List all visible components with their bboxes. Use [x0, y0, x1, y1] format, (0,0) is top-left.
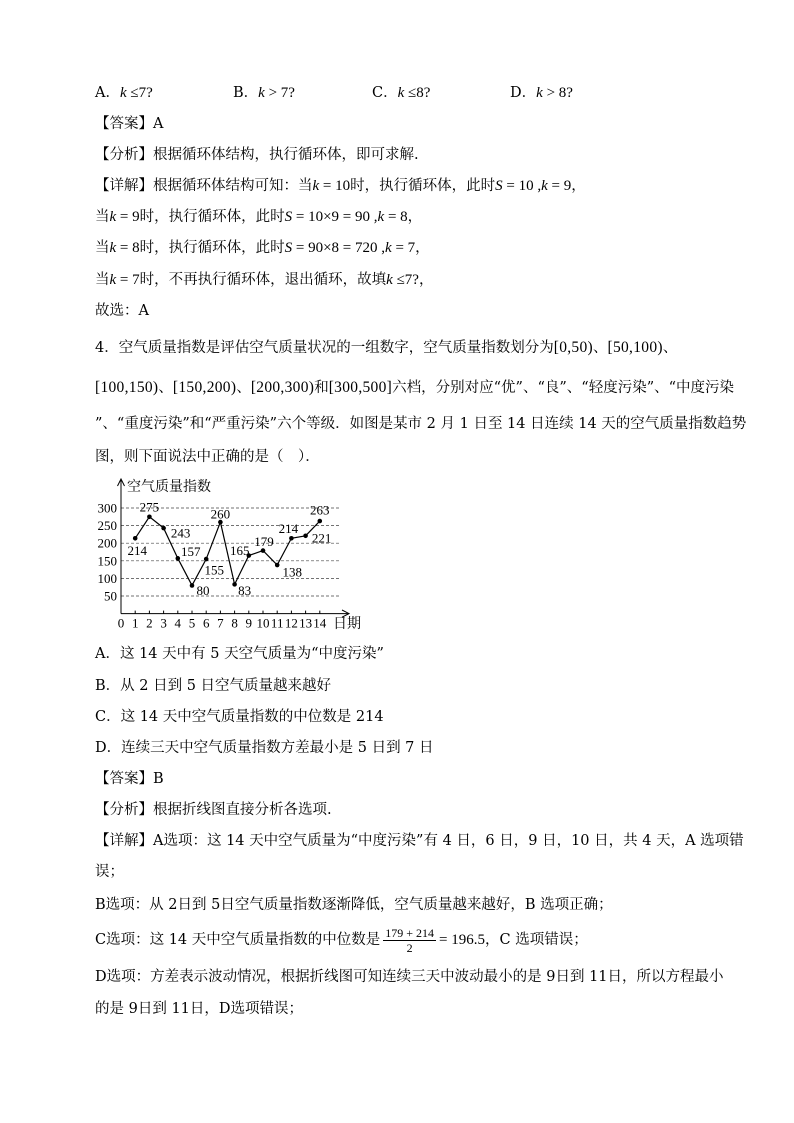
math-var: k: [109, 209, 117, 225]
detail-text: B选项：从 2日到 5日空气质量指数逐渐降低，空气质量越来越好，B 选项正确；: [95, 897, 613, 913]
q4-stem-line-2: [95, 377, 734, 399]
q4-detail-d-line-2: [95, 998, 303, 1020]
data-label-day-10: 179: [254, 534, 274, 550]
data-point-day-1: [133, 536, 138, 541]
q3-detail-line-2: [95, 206, 422, 228]
q3-analysis: [95, 144, 419, 166]
option-text: D．连续三天中空气质量指数方差最小是 5 日到 7 日: [95, 740, 434, 756]
math-var: k: [109, 272, 117, 288]
stem-text: ”、“重度污染”和“严重污染”六个等级．如图是某市 2 月 1 日至 14 日连续 14 天的空气质量指数趋势: [95, 416, 747, 432]
q4-stem-line-1: [95, 337, 677, 359]
data-point-day-14: [318, 519, 323, 524]
detail-text: 当: [95, 272, 110, 288]
data-label-day-11: 138: [282, 564, 302, 580]
data-label-day-7: 260: [210, 506, 231, 522]
x-axis-title: 日期: [333, 616, 361, 632]
data-label-day-12: 214: [278, 520, 299, 536]
interval: [0,50): [553, 339, 593, 356]
q4-answer: [95, 768, 164, 790]
q4-analysis: [95, 799, 332, 821]
q3-answer: [95, 113, 163, 135]
y-tick-label-250: 250: [97, 518, 117, 534]
x-tick-label-14: 14: [313, 615, 327, 631]
data-label-day-1: 214: [127, 542, 147, 558]
x-tick-label-1: 1: [131, 615, 139, 631]
x-tick-label-7: 7: [217, 615, 224, 631]
option-letter: D．: [510, 85, 537, 101]
data-label-day-5: 80: [196, 582, 210, 598]
detail-text: ，: [418, 272, 434, 288]
conclusion-text: 故选：A: [95, 303, 149, 319]
math-var: k: [385, 240, 392, 256]
detail-tag: 【详解】: [95, 833, 153, 849]
math-expr: ≤7?: [126, 85, 153, 101]
data-label-day-14: 263: [310, 502, 330, 518]
data-label-day-9: 165: [230, 543, 250, 559]
stem-text: 、: [592, 340, 608, 356]
q4-stem-line-3: [95, 413, 746, 435]
detail-text: ，: [571, 178, 586, 194]
stem-text: 空气质量指数是评估空气质量状况的一组数字，空气质量指数划分为: [118, 340, 554, 356]
stem-text: 图，则下面说法中正确的是（ ）．: [95, 449, 320, 465]
q3-conclusion: [95, 300, 149, 322]
q4-detail-a-line-1: [95, 830, 744, 852]
detail-text: 当: [95, 240, 110, 256]
q3-detail-line-1: [95, 175, 586, 197]
q4-option-c: [95, 706, 384, 728]
math-expr: = 8: [384, 209, 408, 225]
data-point-day-11: [275, 563, 280, 568]
detail-text: C选项：这 14 天中空气质量指数的中位数是: [95, 932, 381, 948]
q4-detail-d-line-1: [95, 966, 724, 988]
y-tick-label-100: 100: [97, 570, 117, 586]
detail-text: A选项：这 14 天中空气质量为“中度污染”有 4 日，6 日，9 日，10 日，共 4 天，A 选项错: [153, 833, 744, 849]
data-label-day-8: 83: [238, 582, 252, 598]
stem-text: 六档，分别对应“优”、“良”、“轻度污染”、“中度污染: [392, 380, 735, 396]
detail-text: 时，不再执行循环体，退出循环，故填: [139, 272, 387, 288]
data-label-day-4: 157: [181, 543, 201, 559]
analysis-text: 根据循环体结构，执行循环体，即可求解.: [153, 147, 419, 163]
x-tick-label-10: 10: [256, 615, 270, 631]
math-expr: = 10: [319, 178, 351, 194]
math-var: k: [119, 85, 127, 101]
x-tick-label-2: 2: [146, 615, 153, 631]
analysis-text: 根据折线图直接分析各选项.: [153, 802, 332, 818]
math-expr: = 8: [116, 240, 140, 256]
math-var: k: [312, 178, 320, 194]
x-tick-label-4: 4: [174, 615, 182, 631]
x-tick-label-3: 3: [160, 615, 167, 631]
detail-text: 误；: [95, 864, 124, 880]
data-point-day-6: [204, 557, 209, 562]
data-label-day-6: 155: [204, 562, 224, 578]
stem-text: 、: [158, 380, 173, 396]
detail-text: ，: [415, 240, 430, 256]
option-text: B．从 2 日到 5 日空气质量越来越好: [95, 678, 332, 694]
math-expr: = 196.5: [439, 932, 486, 948]
math-var: k: [377, 209, 385, 225]
y-tick-label-300: 300: [97, 500, 117, 516]
math-expr: > 7?: [264, 85, 295, 101]
math-expr: = 9: [116, 209, 140, 225]
detail-text: 时，执行循环体，此时: [139, 209, 285, 225]
fraction-numerator: 179 + 214: [385, 925, 435, 940]
math-expr: = 7: [391, 240, 416, 256]
interval: [150,200): [172, 379, 237, 396]
q4-option-b: [95, 675, 331, 697]
stem-text: 、: [662, 340, 678, 356]
math-var: S: [284, 209, 293, 225]
math-var: k: [386, 272, 393, 288]
math-var: k: [536, 85, 543, 101]
interval: [100,150): [95, 379, 159, 396]
detail-text: ，C 选项错误；: [485, 932, 588, 948]
data-point-day-2: [147, 515, 152, 520]
math-var: k: [258, 85, 265, 101]
detail-text: ，: [407, 209, 423, 225]
data-label-day-13: 221: [311, 530, 332, 546]
detail-text: 时，执行循环体，此时: [139, 240, 285, 256]
data-label-day-3: 243: [170, 525, 191, 541]
fraction-denominator: 2: [406, 940, 413, 955]
detail-text: 当: [95, 209, 110, 225]
option-text: A．这 14 天中有 5 天空气质量为“中度污染”: [95, 646, 384, 662]
detail-text: 的是 9日到 11日，D选项错误；: [95, 1001, 304, 1017]
q4-stem-line-4: [95, 446, 320, 468]
x-tick-label-8: 8: [231, 615, 238, 631]
data-point-day-13: [303, 534, 308, 539]
q4-detail-c: [95, 925, 588, 955]
interval: [50,100): [607, 339, 663, 356]
x-tick-label-11: 11: [270, 615, 284, 631]
option-letter: A．: [95, 85, 120, 101]
analysis-tag: 【分析】: [95, 802, 153, 818]
answer-value: B: [153, 771, 164, 787]
y-tick-label-200: 200: [97, 535, 117, 551]
x-tick-label-0: 0: [117, 615, 125, 631]
median-fraction: [383, 926, 436, 955]
data-point-day-5: [190, 583, 195, 588]
math-var: S: [495, 178, 503, 194]
data-point-day-4: [176, 556, 181, 561]
math-var: k: [397, 85, 405, 101]
math-expr: = 10 ,: [502, 178, 542, 194]
math-var: S: [284, 240, 293, 256]
answer-tag: 【答案】: [95, 116, 153, 132]
math-expr: ≤8?: [404, 85, 431, 101]
q4-detail-a-line-2: [95, 861, 124, 883]
y-axis-title: 空气质量指数: [127, 479, 211, 495]
x-tick-label-5: 5: [188, 615, 196, 631]
detail-text: 根据循环体结构可知：当: [153, 178, 313, 194]
interval: [300,500]: [328, 379, 393, 396]
q4-detail-b: [95, 894, 613, 916]
y-tick-label-150: 150: [97, 553, 117, 569]
detail-text: D选项：方差表示波动情况，根据折线图可知连续三天中波动最小的是 9日到 11日，所以方程最小: [95, 969, 724, 985]
math-var: k: [109, 240, 117, 256]
option-letter: C．: [372, 85, 398, 101]
q3-option-c: [372, 82, 430, 104]
data-point-day-8: [232, 582, 237, 587]
q3-option-b: [233, 82, 295, 104]
q3-detail-line-3: [95, 237, 430, 259]
math-expr: = 10×9 = 90 ,: [292, 209, 378, 225]
answer-value: A: [153, 116, 164, 132]
q3-detail-line-4: [95, 269, 433, 291]
option-text: C．这 14 天中空气质量指数的中位数是 214: [95, 709, 384, 725]
answer-tag: 【答案】: [95, 771, 153, 787]
data-label-day-2: 275: [139, 499, 160, 515]
x-tick-label-13: 13: [299, 615, 313, 631]
aqi-line-chart: [95, 470, 370, 640]
option-letter: B．: [233, 85, 259, 101]
q3-option-d: [510, 82, 573, 104]
y-tick-label-50: 50: [104, 588, 117, 604]
x-tick-label-9: 9: [245, 615, 253, 631]
data-point-day-3: [161, 526, 166, 531]
x-tick-label-12: 12: [284, 615, 298, 631]
question-number: 4．: [95, 340, 119, 356]
data-point-day-12: [289, 536, 294, 541]
math-expr: = 9: [547, 178, 572, 194]
math-expr: > 8?: [542, 85, 573, 101]
math-var: k: [541, 178, 548, 194]
x-tick-label-6: 6: [202, 615, 210, 631]
detail-tag: 【详解】: [95, 178, 153, 194]
q4-option-d: [95, 737, 434, 759]
q3-option-a: [95, 82, 153, 104]
interval: [200,300): [250, 379, 315, 396]
q4-option-a: [95, 643, 384, 665]
stem-text: 、: [236, 380, 251, 396]
detail-text: 时，执行循环体，此时: [350, 178, 496, 194]
math-expr: ≤7?: [392, 272, 419, 288]
math-expr: = 7: [116, 272, 140, 288]
stem-text: 和: [314, 380, 329, 396]
math-expr: = 90×8 = 720 ,: [292, 240, 386, 256]
analysis-tag: 【分析】: [95, 147, 153, 163]
